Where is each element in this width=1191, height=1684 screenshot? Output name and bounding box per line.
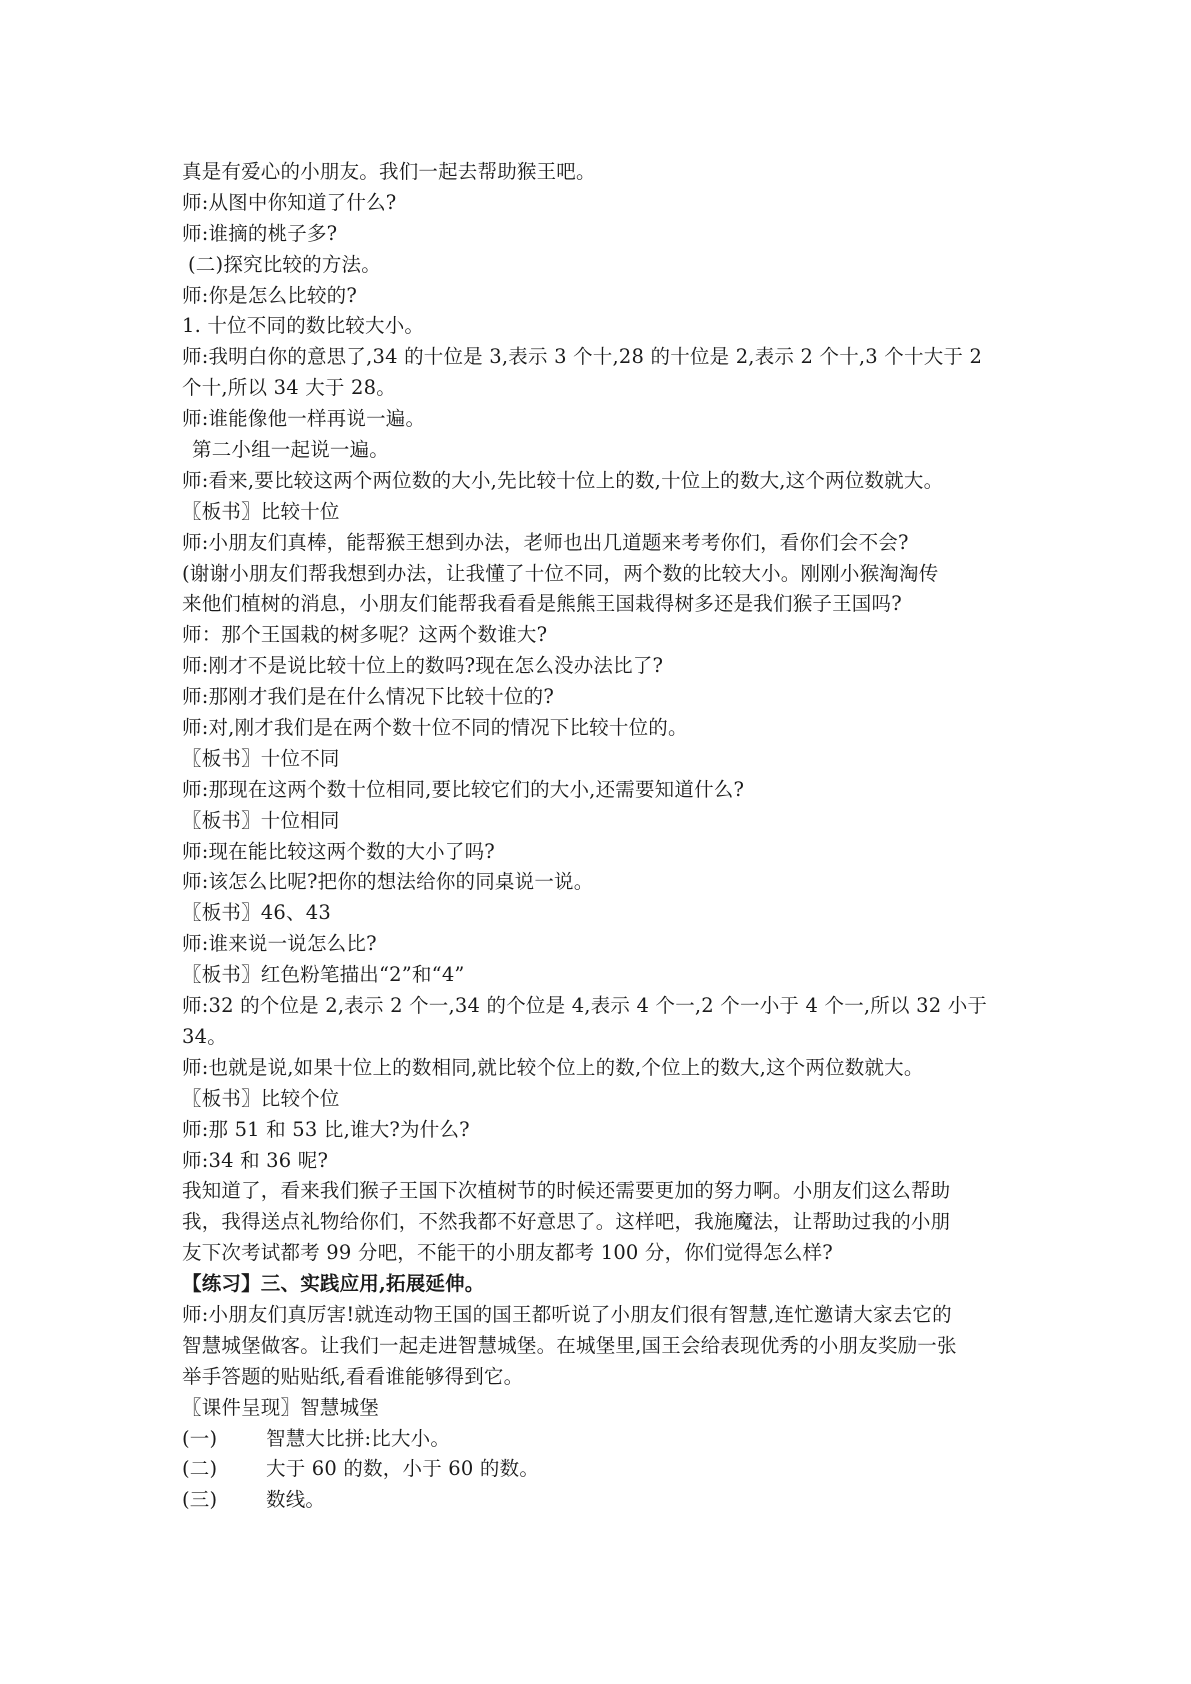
list-item — [182, 1424, 1042, 1455]
text-line: 师:32 的个位是 2,表示 2 个一,34 的个位是 4,表示 4 个一,2 个一小于 4 个一,所以 32 小于 — [182, 994, 988, 1018]
text-line: 师:谁摘的桃子多? — [182, 221, 338, 245]
text-line: 师:刚才不是说比较十位上的数吗?现在怎么没办法比了? — [182, 654, 664, 678]
text-line: 师:谁来说一说怎么比? — [182, 932, 377, 956]
text-line: 师:那刚才我们是在什么情况下比较十位的? — [182, 685, 555, 709]
board-note: 〖板书〗比较十位 — [182, 499, 340, 523]
board-note: 〖板书〗比较个位 — [182, 1086, 340, 1110]
board-note: 〖板书〗红色粉笔描出“2”和“4” — [182, 963, 465, 987]
list-item-number: (一) — [182, 1426, 218, 1450]
text-line: 我，我得送点礼物给你们，不然我都不好意思了。这样吧，我施魔法，让帮助过我的小朋 — [182, 1210, 951, 1234]
text-line: 师:小朋友们真厉害!就连动物王国的国王都听说了小朋友们很有智慧,连忙邀请大家去它的 — [182, 1302, 952, 1326]
text-line: 师:那现在这两个数十位相同,要比较它们的大小,还需要知道什么? — [182, 777, 745, 801]
board-note: 〖课件呈现〗智慧城堡 — [182, 1395, 380, 1419]
section-heading: (二)探究比较的方法。 — [188, 252, 381, 276]
text-line: 我知道了，看来我们猴子王国下次植树节的时候还需要更加的努力啊。小朋友们这么帮助 — [182, 1179, 951, 1203]
text-line: (谢谢小朋友们帮我想到办法，让我懂了十位不同，两个数的比较大小。刚刚小猴淘淘传 — [182, 561, 939, 585]
text-line: 师:也就是说,如果十位上的数相同,就比较个位上的数,个位上的数大,这个两位数就大。 — [182, 1055, 924, 1079]
text-line: 师:你是怎么比较的? — [182, 283, 358, 307]
list-item — [182, 1454, 1042, 1485]
text-line: 师:那 51 和 53 比,谁大?为什么? — [182, 1117, 470, 1141]
list-item-number: (二) — [182, 1457, 218, 1481]
practice-heading: 【练习】三、实践应用,拓展延伸。 — [182, 1272, 485, 1296]
text-line: 友下次考试都考 99 分吧，不能干的小朋友都考 100 分，你们觉得怎么样? — [182, 1241, 833, 1265]
text-line: 师:谁能像他一样再说一遍。 — [182, 407, 426, 431]
text-line: 举手答题的贴贴纸,看看谁能够得到它。 — [182, 1364, 524, 1388]
text-line: 34。 — [182, 1024, 227, 1048]
text-line: 师:34 和 36 呢? — [182, 1148, 329, 1172]
list-item-text: 数线。 — [266, 1488, 326, 1512]
list-item — [182, 1485, 1042, 1516]
board-note: 〖板书〗十位不同 — [182, 746, 340, 770]
board-note: 〖板书〗十位相同 — [182, 808, 340, 832]
list-item-number: (三) — [182, 1488, 218, 1512]
text-line: 师:对,刚才我们是在两个数十位不同的情况下比较十位的。 — [182, 716, 688, 740]
numbered-heading: 1. 十位不同的数比较大小。 — [182, 314, 425, 338]
text-line: 智慧城堡做客。让我们一起走进智慧城堡。在城堡里,国王会给表现优秀的小朋友奖励一张 — [182, 1333, 957, 1357]
text-line: 师:小朋友们真棒，能帮猴王想到办法，老师也出几道题来考考你们，看你们会不会? — [182, 530, 909, 554]
board-note: 〖板书〗46、43 — [182, 901, 331, 925]
text-line: 师:现在能比较这两个数的大小了吗? — [182, 839, 495, 863]
list-item-text: 智慧大比拼:比大小。 — [266, 1426, 451, 1450]
text-line: 师:从图中你知道了什么? — [182, 190, 397, 214]
text-line: 真是有爱心的小朋友。我们一起去帮助猴王吧。 — [182, 160, 596, 183]
text-line: 师:该怎么比呢?把你的想法给你的同桌说一说。 — [182, 870, 594, 894]
text-line: 来他们植树的消息，小朋友们能帮我看看是熊熊王国栽得树多还是我们猴子王国吗? — [182, 592, 902, 616]
text-line: 师:看来,要比较这两个两位数的大小,先比较十位上的数,十位上的数大,这个两位数就大。 — [182, 468, 944, 492]
text-line: 师：那个王国栽的树多呢？这两个数谁大? — [182, 623, 548, 647]
text-line: 个十,所以 34 大于 28。 — [182, 376, 396, 400]
document-page — [182, 157, 1042, 1516]
list-item-text: 大于 60 的数，小于 60 的数。 — [266, 1457, 540, 1481]
text-line: 第二小组一起说一遍。 — [192, 438, 390, 462]
text-line: 师:我明白你的意思了,34 的十位是 3,表示 3 个十,28 的十位是 2,表示 2 个十,3 个十大于 2 — [182, 345, 983, 369]
